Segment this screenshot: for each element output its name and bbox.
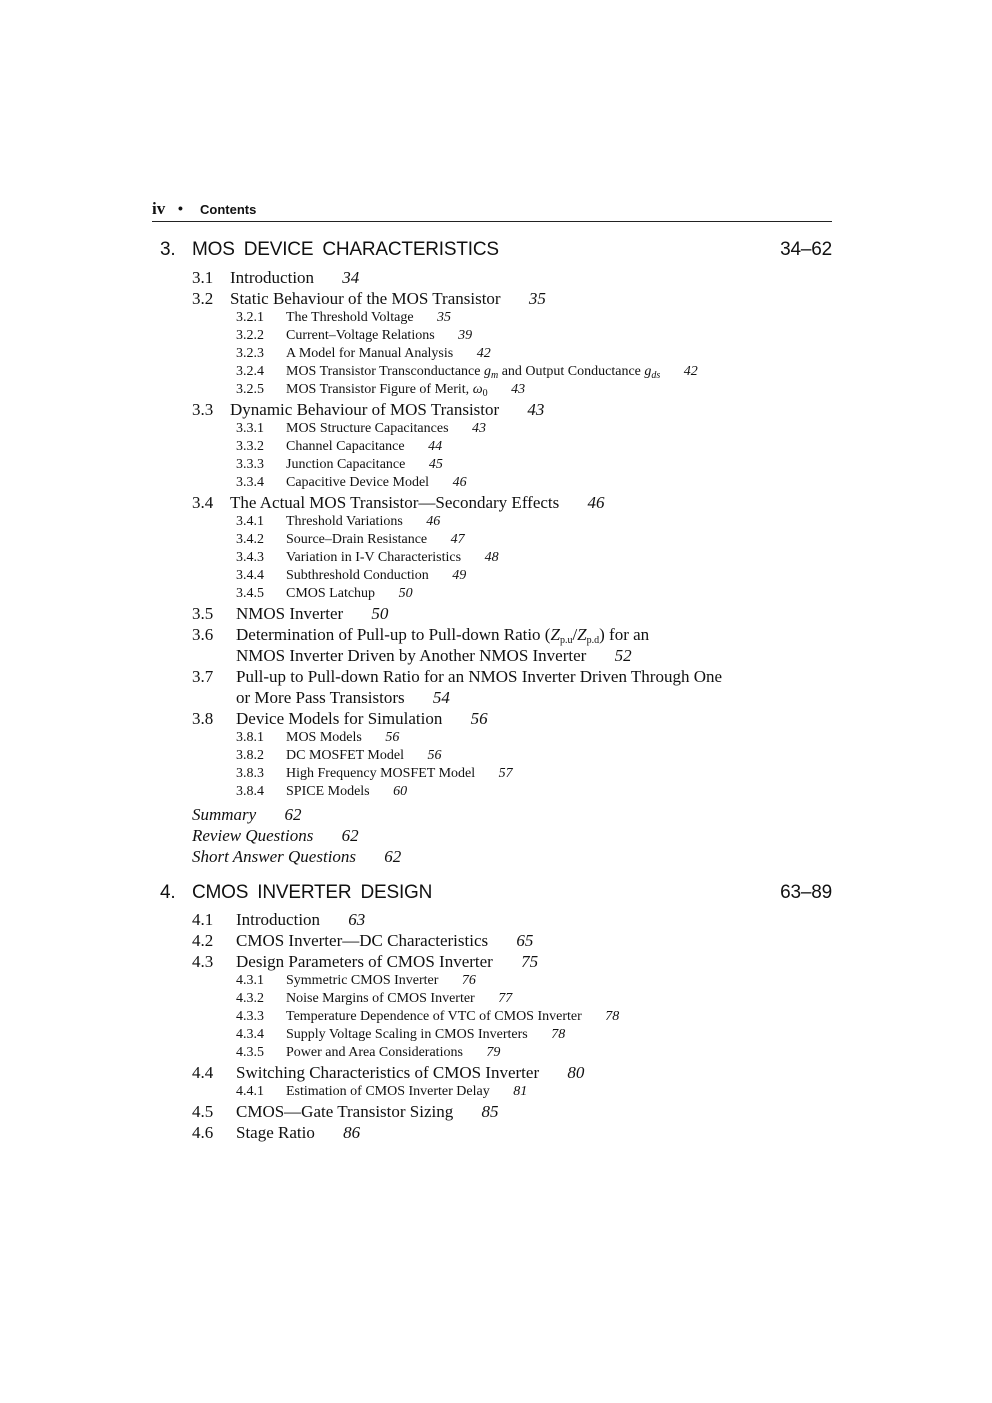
entry-page: 78 <box>605 1009 620 1024</box>
entry-title: Design Parameters of CMOS Inverter <box>236 952 493 971</box>
toc-subentry[interactable] <box>236 476 467 490</box>
entry-page: 46 <box>452 475 467 490</box>
math-slash: / <box>572 625 578 644</box>
entry-title: A Model for Manual Analysis <box>286 346 454 361</box>
toc-subentry[interactable] <box>236 587 413 601</box>
entry-number: 3.2.4 <box>236 364 264 379</box>
page-number: iv <box>152 199 166 218</box>
toc-subentry[interactable] <box>236 767 513 781</box>
entry-title: Supply Voltage Scaling in CMOS Inverters <box>286 1027 528 1042</box>
entry-number: 3.4.1 <box>236 514 264 529</box>
entry-number: 3.2.5 <box>236 382 264 397</box>
entry-page: 44 <box>428 439 443 454</box>
entry-page: 76 <box>461 973 476 988</box>
toc-entry[interactable] <box>192 953 538 970</box>
toc-subentry[interactable] <box>236 347 491 361</box>
toc-entry[interactable] <box>192 1124 360 1141</box>
entry-number: 3.3.3 <box>236 457 264 472</box>
toc-subentry[interactable] <box>236 551 499 565</box>
entry-page: 56 <box>427 748 442 763</box>
chapter-pages: 63–89 <box>780 882 832 903</box>
entry-number: 3.3.4 <box>236 475 264 490</box>
entry-title: Device Models for Simulation <box>236 709 443 728</box>
toc-entry[interactable] <box>192 494 605 511</box>
entry-title: Current–Voltage Relations <box>286 328 435 343</box>
entry-number: 3.3.1 <box>236 421 264 436</box>
entry-title: DC MOSFET Model <box>286 748 404 763</box>
entry-title: Capacitive Device Model <box>286 475 430 490</box>
chapter-number: 3. <box>160 239 176 260</box>
entry-title: Introduction <box>230 268 315 287</box>
entry-number: 3.6 <box>192 625 214 644</box>
entry-title: Switching Characteristics of CMOS Inverter <box>236 1063 540 1082</box>
entry-page: 78 <box>551 1027 566 1042</box>
extra-title: Summary <box>192 805 257 824</box>
toc-entry-continuation[interactable] <box>236 647 632 664</box>
entry-number: 3.7 <box>192 667 214 686</box>
entry-title: Channel Capacitance <box>286 439 405 454</box>
entry-page: 81 <box>513 1084 528 1099</box>
entry-page: 43 <box>527 400 545 419</box>
entry-title: The Threshold Voltage <box>286 310 414 325</box>
entry-page: 80 <box>567 1063 585 1082</box>
entry-title: MOS Transistor Transconductance <box>286 364 481 379</box>
entry-title: NMOS Inverter <box>236 604 344 623</box>
entry-number: 3.8 <box>192 709 214 728</box>
toc-entry-continuation[interactable] <box>236 689 450 706</box>
entry-title-line2: or More Pass Transistors <box>236 688 405 707</box>
entry-page: 47 <box>450 532 465 547</box>
toc-subentry[interactable] <box>236 329 472 343</box>
toc-extra-summary[interactable] <box>192 806 301 823</box>
entry-number: 4.6 <box>192 1123 214 1142</box>
toc-subentry[interactable] <box>236 749 441 763</box>
entry-title: Pull-up to Pull-down Ratio for an NMOS Inverter Driven Through One <box>236 667 723 686</box>
entry-title-cont: and Output Conductance <box>501 364 641 379</box>
entry-page: 35 <box>437 310 452 325</box>
toc-extra-short-answer[interactable] <box>192 848 401 865</box>
entry-page: 56 <box>385 730 400 745</box>
math-subscript: m <box>490 370 499 381</box>
header-label: Contents <box>200 202 257 217</box>
entry-number: 3.2.1 <box>236 310 264 325</box>
entry-number: 3.4 <box>192 493 214 512</box>
toc-subentry[interactable] <box>236 1085 527 1099</box>
entry-page: 79 <box>486 1045 501 1060</box>
extra-title: Review Questions <box>192 826 314 845</box>
entry-number: 4.5 <box>192 1102 214 1121</box>
entry-number: 4.1 <box>192 910 214 929</box>
math-g: g <box>483 364 491 379</box>
entry-number: 4.3.4 <box>236 1027 264 1042</box>
entry-page: 39 <box>458 328 473 343</box>
entry-title: SPICE Models <box>286 784 370 799</box>
entry-page: 43 <box>511 382 526 397</box>
toc-subentry[interactable] <box>236 1046 500 1060</box>
entry-number: 3.3 <box>192 400 214 419</box>
entry-number: 3.3.2 <box>236 439 264 454</box>
entry-page: 86 <box>343 1123 361 1142</box>
entry-number: 4.3.2 <box>236 991 264 1006</box>
entry-title: Determination of Pull-up to Pull-down Ratio ( <box>236 625 551 644</box>
entry-page: 43 <box>472 421 487 436</box>
math-z: Z <box>550 625 560 644</box>
math-subscript: p.u <box>559 635 573 646</box>
entry-page: 48 <box>484 550 499 565</box>
entry-page: 65 <box>516 931 534 950</box>
entry-number: 3.2 <box>192 289 214 308</box>
math-g: g <box>644 364 652 379</box>
header-bullet: • <box>178 200 183 216</box>
entry-title: Stage Ratio <box>236 1123 315 1142</box>
toc-entry[interactable] <box>192 626 649 646</box>
toc-entry[interactable] <box>192 605 388 622</box>
toc-subentry[interactable] <box>236 533 465 547</box>
toc-entry[interactable] <box>192 290 546 307</box>
toc-subentry[interactable] <box>236 515 440 529</box>
entry-page: 54 <box>432 688 450 707</box>
entry-title: Symmetric CMOS Inverter <box>286 973 439 988</box>
math-omega: ω <box>472 382 483 397</box>
entry-title: Introduction <box>236 910 321 929</box>
chapter-pages: 34–62 <box>780 239 832 260</box>
toc-subentry[interactable] <box>236 458 443 472</box>
entry-title: CMOS Latchup <box>286 586 376 601</box>
math-z: Z <box>577 625 587 644</box>
entry-title: Temperature Dependence of VTC of CMOS Inverter <box>286 1009 582 1024</box>
entry-page: 50 <box>398 586 413 601</box>
entry-page: 85 <box>481 1102 499 1121</box>
toc-subentry[interactable] <box>236 974 476 988</box>
toc-subentry[interactable] <box>236 992 512 1006</box>
math-subscript: 0 <box>482 388 488 399</box>
toc-subentry[interactable] <box>236 1028 565 1042</box>
entry-number: 3.1 <box>192 268 214 287</box>
entry-title: CMOS—Gate Transistor Sizing <box>236 1102 454 1121</box>
entry-number: 3.4.2 <box>236 532 264 547</box>
chapter-number: 4. <box>160 882 176 903</box>
entry-number: 3.4.4 <box>236 568 264 583</box>
toc-entry[interactable] <box>192 932 533 949</box>
entry-number: 4.3.5 <box>236 1045 264 1060</box>
entry-title: Source–Drain Resistance <box>286 532 428 547</box>
entry-title: Variation in I-V Characteristics <box>286 550 462 565</box>
extra-page: 62 <box>384 847 402 866</box>
toc-subentry[interactable] <box>236 731 399 745</box>
chapter-title: CMOS INVERTER DESIGN <box>192 882 433 903</box>
entry-page: 52 <box>614 646 632 665</box>
entry-number: 4.4 <box>192 1063 214 1082</box>
math-subscript: p.d <box>586 635 600 646</box>
entry-page: 42 <box>476 346 491 361</box>
entry-number: 3.2.2 <box>236 328 264 343</box>
entry-page: 34 <box>342 268 360 287</box>
toc-entry[interactable] <box>192 710 488 727</box>
toc-entry[interactable] <box>192 911 365 928</box>
entry-title-line2: NMOS Inverter Driven by Another NMOS Inverter <box>236 646 587 665</box>
toc-subentry[interactable] <box>236 422 486 436</box>
entry-number: 3.5 <box>192 604 214 623</box>
running-header <box>152 199 832 222</box>
toc-subentry[interactable] <box>236 1010 619 1024</box>
toc-entry[interactable] <box>192 269 359 286</box>
entry-number: 3.8.3 <box>236 766 264 781</box>
entry-title: Dynamic Behaviour of MOS Transistor <box>230 400 500 419</box>
toc-entry[interactable] <box>192 401 544 418</box>
entry-title: Power and Area Considerations <box>286 1045 463 1060</box>
extra-title: Short Answer Questions <box>192 847 357 866</box>
entry-number: 4.3.3 <box>236 1009 264 1024</box>
toc-entry[interactable] <box>192 1103 499 1120</box>
toc-subentry[interactable] <box>236 785 407 799</box>
toc-subentry[interactable] <box>236 311 451 325</box>
entry-title: Noise Margins of CMOS Inverter <box>286 991 475 1006</box>
entry-page: 63 <box>348 910 366 929</box>
entry-page: 77 <box>498 991 513 1006</box>
entry-title: Static Behaviour of the MOS Transistor <box>230 289 501 308</box>
chapter-title: MOS DEVICE CHARACTERISTICS <box>192 239 499 260</box>
entry-page: 46 <box>426 514 441 529</box>
entry-title: MOS Models <box>286 730 362 745</box>
entry-number: 3.8.1 <box>236 730 264 745</box>
entry-number: 3.8.4 <box>236 784 264 799</box>
toc-subentry[interactable] <box>236 440 442 454</box>
extra-page: 62 <box>341 826 359 845</box>
entry-number: 4.3.1 <box>236 973 264 988</box>
toc-subentry[interactable] <box>236 569 466 583</box>
entry-title: MOS Transistor Figure of Merit, <box>286 382 470 397</box>
entry-page: 60 <box>393 784 408 799</box>
toc-subentry[interactable] <box>236 365 698 381</box>
entry-number: 3.2.3 <box>236 346 264 361</box>
toc-subentry[interactable] <box>236 383 525 399</box>
entry-page: 57 <box>498 766 513 781</box>
toc-entry[interactable] <box>192 1064 584 1081</box>
entry-title: High Frequency MOSFET Model <box>286 766 476 781</box>
entry-number: 4.3 <box>192 952 214 971</box>
entry-title: Subthreshold Conduction <box>286 568 429 583</box>
entry-title: Estimation of CMOS Inverter Delay <box>286 1084 490 1099</box>
entry-page: 42 <box>683 364 698 379</box>
entry-title-cont: ) for an <box>599 625 650 644</box>
entry-number: 4.2 <box>192 931 214 950</box>
entry-title: Junction Capacitance <box>286 457 406 472</box>
entry-page: 45 <box>428 457 443 472</box>
entry-title: MOS Structure Capacitances <box>286 421 449 436</box>
toc-extra-review[interactable] <box>192 827 359 844</box>
entry-title: CMOS Inverter—DC Characteristics <box>236 931 489 950</box>
entry-title: Threshold Variations <box>286 514 403 529</box>
entry-page: 50 <box>371 604 389 623</box>
entry-page: 35 <box>528 289 546 308</box>
entry-number: 3.8.2 <box>236 748 264 763</box>
extra-page: 62 <box>284 805 302 824</box>
math-subscript: ds <box>651 370 661 381</box>
entry-page: 56 <box>470 709 488 728</box>
entry-number: 3.4.5 <box>236 586 264 601</box>
entry-page: 46 <box>587 493 605 512</box>
entry-number: 3.4.3 <box>236 550 264 565</box>
entry-page: 75 <box>521 952 539 971</box>
toc-entry[interactable] <box>192 668 722 685</box>
entry-number: 4.4.1 <box>236 1084 264 1099</box>
entry-title: The Actual MOS Transistor—Secondary Effects <box>230 493 560 512</box>
entry-page: 49 <box>452 568 467 583</box>
